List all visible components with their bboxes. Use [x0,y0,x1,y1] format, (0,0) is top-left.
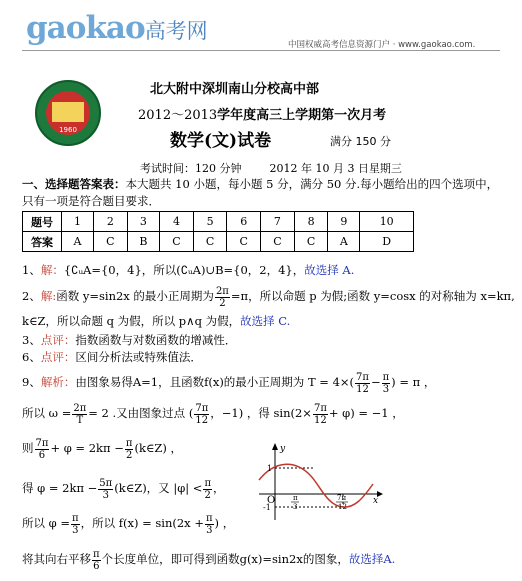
fraction: $\frac{2\pi}{T}$ [73,402,87,426]
table-cell: C [294,232,328,252]
fraction: $\frac{7\pi}{12}$ [195,402,209,426]
solution-2-line2 [22,313,290,329]
solution-body: 个长度单位，即可得到函数g(x)=sin2x的图象， [101,552,349,566]
tick1-den: 3 [293,503,298,511]
section1-desc: 本大题共 10 小题，每小题 5 分，满分 50 分.每小题给出的四个选项中， [125,177,499,191]
school-title: 北大附中深圳南山分校高中部 [150,82,320,97]
table-cell: C [93,232,127,252]
fraction: $\frac{\pi}{3}$ [205,512,213,536]
solution-number: 2、 [22,289,41,303]
fraction: $\frac{7\pi}{12}$ [356,371,369,395]
solution-body: k∈Z，所以命题 q 为假，所以 p∧q 为假， [22,314,241,328]
solution-body: ，所以 f(x) = sin(2x + [80,516,204,530]
solution-6 [22,349,202,365]
minus-sign: − [370,375,381,389]
year-range: 2012～2013 [138,108,218,123]
solution-9-line2 [22,400,404,426]
sine-graph [255,440,390,525]
table-cell: 5 [193,212,227,232]
full-score: 满分 150 分 [330,135,391,148]
table-cell: 3 [127,212,159,232]
tick2-num: 7π [337,494,347,502]
solution-9-line1 [22,369,435,395]
tick2-den: 12 [338,503,347,511]
solution-body: (k∈Z)，又 |φ| < [114,481,203,495]
solution-body: = 2 .又由图象过点 ( [88,406,194,420]
solution-body: ， [213,481,225,495]
solution-tag: 解: [40,289,57,303]
table-cell: B [127,232,159,252]
fraction: $\frac{5\pi}{3}$ [99,477,113,501]
origin-label: O [267,495,276,506]
site-logo[interactable] [26,10,208,46]
table-cell: C [160,232,194,252]
section1-heading: 一、选择题答案表： [22,177,126,191]
solution-choice: 故选择 A. [304,263,355,277]
table-row-answers [23,232,414,252]
row-label-number: 题号 [23,212,62,232]
solution-body: ) ， [214,516,235,530]
table-cell: D [360,232,414,252]
solution-9-line3 [22,435,182,461]
exam-title [138,104,386,123]
solution-body: (k∈Z) ， [134,441,183,455]
table-cell: C [193,232,227,252]
solution-body: {∁ᵤA={0，4}，所以(∁ᵤA)∪B={0，2，4}， [63,263,305,277]
fraction: $\frac{\pi}{2}$ [125,437,133,461]
fraction: $\frac{7\pi}{12}$ [313,402,327,426]
table-cell: 10 [360,212,414,232]
solution-body: 区间分析法或特殊值法． [75,350,202,364]
sine-curve [259,464,373,507]
table-cell: A [62,232,94,252]
solution-9-line5 [22,510,234,536]
solution-number: 9、 [22,375,41,389]
section1-line1 [22,176,498,192]
fraction: $\frac{\pi}{3}$ [72,512,79,536]
solution-3 [22,332,236,348]
exam-info: 考试时间：120 分钟 2012 年 10 月 3 日星期三 [140,162,402,175]
fraction: $\frac{\pi}{6}$ [93,548,100,572]
table-cell: 2 [93,212,127,232]
solution-body: 将其向右平移 [22,552,91,566]
table-cell: 8 [294,212,328,232]
logo-chinese: 高考网 [144,19,208,43]
row-label-answer: 答案 [23,232,62,252]
solution-tag: 解析： [40,375,76,389]
table-cell: C [261,232,295,252]
solution-body: 所以 φ = [22,516,70,530]
tick1-num: π [293,494,298,502]
solution-body: 由图象易得A=1，且函数f(x)的最小正周期为 T = 4×( [75,375,355,389]
school-seal [35,80,101,146]
solution-body: 指数函数与对数函数的增减性． [75,333,237,347]
solution-2 [22,283,515,309]
table-cell: 1 [62,212,94,232]
table-cell: 4 [160,212,194,232]
site-tagline: 中国权威高考信息资源门户 · www.gaokao.com. [288,40,476,50]
solution-body: + φ = 2kπ − [50,441,124,455]
y-axis-arrow [272,443,278,450]
fraction: $\frac{\pi}{2}$ [204,477,212,501]
solution-9-line6 [22,546,395,572]
seal-year: 1960 [59,126,77,134]
fraction: $\frac{2\pi}{2}$ [215,285,229,309]
solution-tag: 点评： [40,350,76,364]
solution-body: 所以 ω = [22,406,72,420]
neg-one-label: -1 [263,503,271,512]
fraction: $\frac{\pi}{3}$ [382,371,390,395]
one-label: 1 [267,464,273,473]
solution-choice: 故选择 C. [240,314,291,328]
solution-body: 函数 y=sin2x 的最小正周期为 [56,289,214,303]
table-cell: C [227,232,261,252]
solution-tag: 点评： [40,333,76,347]
solution-number: 6、 [22,350,41,364]
table-cell: 6 [227,212,261,232]
solution-1 [22,262,354,278]
table-cell: A [328,232,360,252]
solution-number: 3、 [22,333,41,347]
subject-title: 数学(文)试卷 [170,131,272,151]
table-cell: 9 [328,212,360,232]
solution-body: ) = π ， [391,375,436,389]
y-axis-label: y [280,444,286,454]
solution-body: =π，所以命题 p 为假;函数 y=cosx 的对称轴为 x=kπ, [230,289,515,303]
solution-body: + φ) = −1 ， [328,406,404,420]
solution-number: 1、 [22,263,41,277]
solution-choice: 故选择A. [348,552,396,566]
solution-tag: 解： [40,263,64,277]
logo-latin: gaokao [26,10,145,46]
x-axis-label: x [373,496,379,506]
fraction: $\frac{7\pi}{6}$ [35,437,49,461]
header-rule [22,50,500,51]
solution-body: ，−1) ，得 sin(2× [210,406,312,420]
solution-body: 则 [22,441,34,455]
answer-table [22,211,414,252]
term-title: 学年度高三上学期第一次月考 [217,108,387,123]
solution-9-line4 [22,475,225,501]
section1-line2: 只有一项是符合题目要求． [22,194,160,208]
table-cell: 7 [261,212,295,232]
table-row-numbers [23,212,414,232]
solution-body: 得 φ = 2kπ − [22,481,98,495]
